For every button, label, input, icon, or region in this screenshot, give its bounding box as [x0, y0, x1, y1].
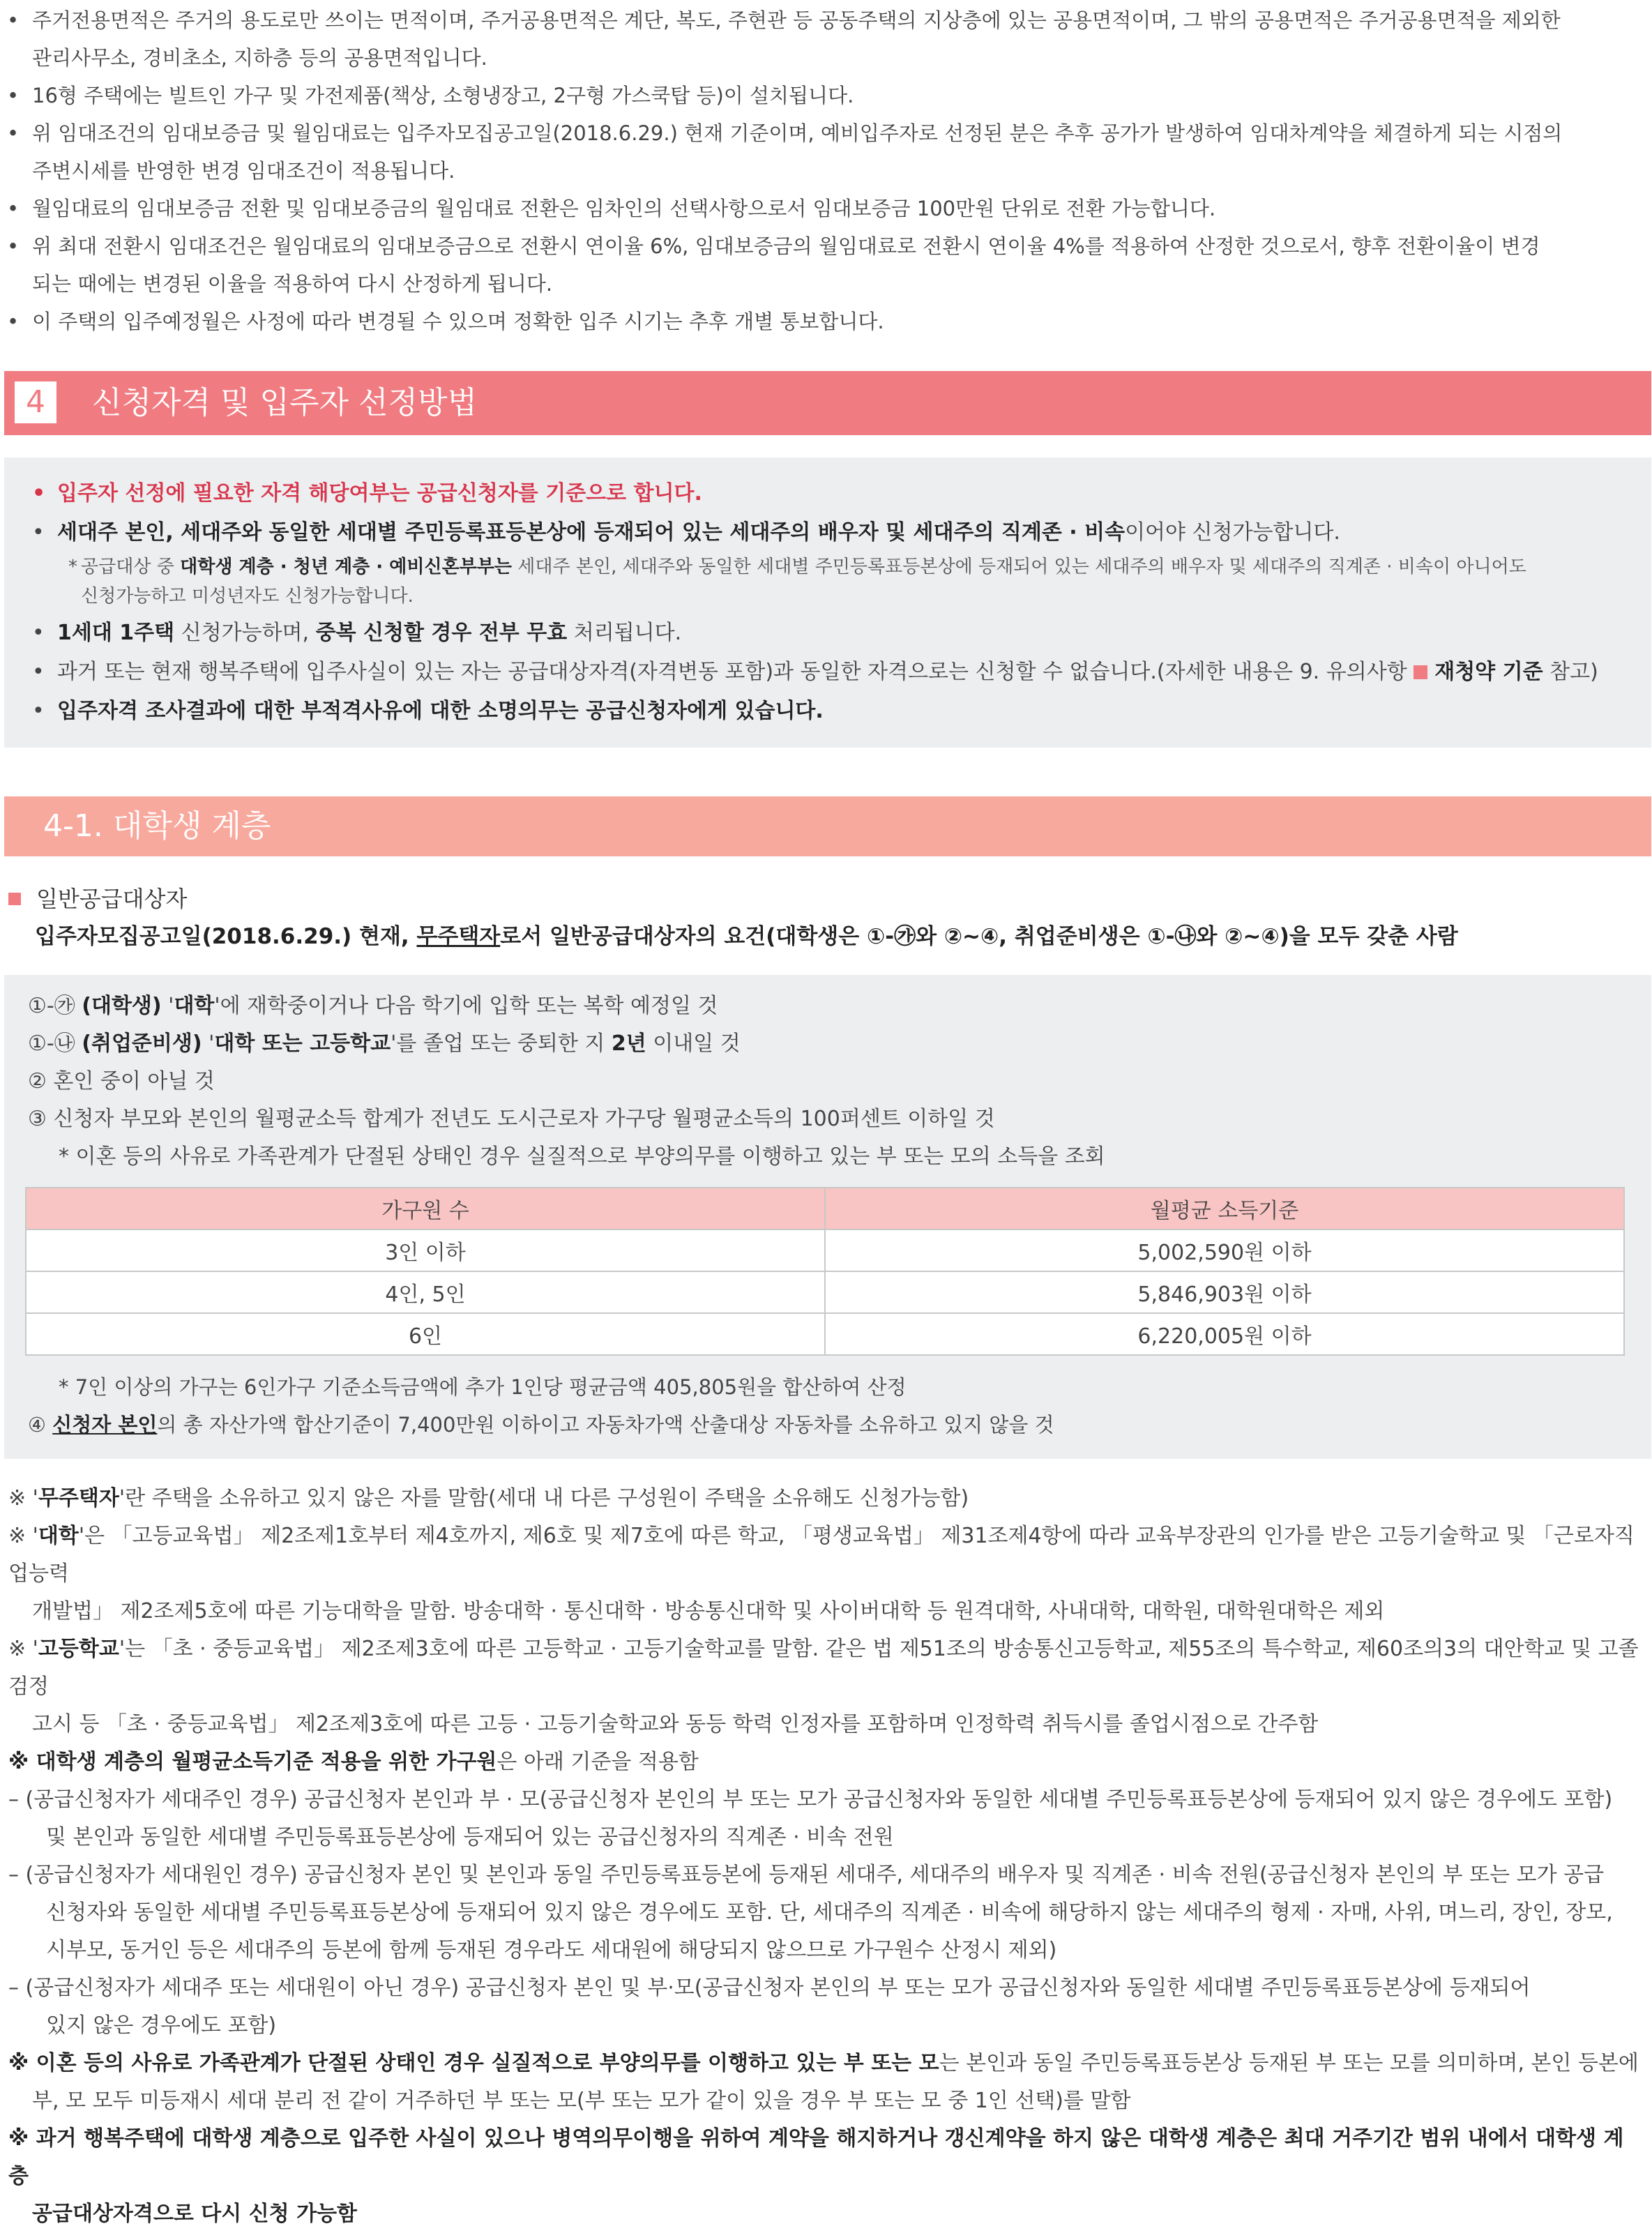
footnote-continuation: 개발법」 제2조제5호에 따른 기능대학을 말함. 방송대학 · 통신대학 · 방송통신대학 및 사이버대학 등 원격대학, 사내대학, 대학원, 대학원대학은 제외 — [32, 1599, 1385, 1623]
item-number: ①-㉯ — [28, 1031, 82, 1056]
footnote-text-bold: ※ 이혼 등의 사유로 가족관계가 단절된 상태인 경우 실질적으로 부양의무를 이행하고 있는 부 또는 모 — [8, 2051, 939, 2075]
eligibility-text: 이어야 신청가능합니다. — [1125, 520, 1340, 545]
requirement-note: * 7인 이상의 가구는 6인가구 기준소득금액에 추가 1인당 평균금액 405,805원을 합산하여 산정 — [59, 1375, 907, 1399]
table-cell: 6,220,005원 이하 — [825, 1313, 1624, 1355]
bullet-text: 16형 주택에는 빌트인 가구 및 가전제품(책상, 소형냉장고, 2구형 가스쿡탑 등)이 설치됩니다. — [32, 84, 854, 107]
section-title: 4-1. 대학생 계층 — [43, 808, 271, 844]
footnote-text: ※ ' — [8, 1637, 38, 1661]
bullet-text: 월임대료의 임대보증금 전환 및 임대보증금의 월임대료 전환은 임차인의 선택사항으로서 임대보증금 100만원 단위로 전환 가능합니다. — [32, 197, 1216, 220]
table-header: 월평균 소득기준 — [825, 1188, 1624, 1229]
eligibility-text-bold: 세대주 본인, 세대주와 동일한 세대별 주민등록표등본상에 등재되어 있는 세대주의 배우자 및 세대주의 직계존 · 비속 — [57, 520, 1126, 545]
item-number: ④ — [28, 1413, 53, 1437]
square-bullet-icon — [1414, 665, 1427, 679]
eligibility-text: 입주자 선정에 필요한 자격 해당여부는 공급신청자를 기준으로 합니다. — [57, 481, 702, 506]
footnote-text-bold: ※ 대학생 계층의 월평균소득기준 적용을 위한 가구원 — [8, 1750, 497, 1774]
footnote — [8, 1480, 1640, 1517]
table-cell: 5,002,590원 이하 — [825, 1229, 1624, 1271]
bullet-text: 관리사무소, 경비초소, 지하층 등의 공용면적입니다. — [32, 46, 487, 70]
footnote-continuation: 있지 않은 경우에도 포함) — [46, 2013, 277, 2038]
item-text: 의 총 자산가액 합산기준이 7,400만원 이하이고 자동차가액 산출대상 자동차를 소유하고 있지 않을 것 — [157, 1413, 1054, 1437]
requirement-item: ③ 신청자 부모와 본인의 월평균소득 합계가 전년도 도시근로자 가구당 월평균소득의 100퍼센트 이하일 것 — [28, 1107, 995, 1131]
footnote-continuation: 신청자와 동일한 세대별 주민등록표등본상에 등재되어 있지 않은 경우에도 포함. 단, 세대주의 직계존 · 비속에 해당하지 않는 세대주의 형제 · 자매, 사위, 며느리, 장인, 장모, — [46, 1900, 1613, 1925]
item-text-bold: 대학 또는 고등학교 — [214, 1031, 391, 1056]
requirement-text: 입주자모집공고일(2018.6.29.) 현재, — [35, 924, 417, 949]
general-supply-requirement — [8, 918, 1640, 955]
footnote-subitem: – (공급신청자가 세대주인 경우) 공급신청자 본인과 부 · 모(공급신청자 본인의 부 또는 모가 공급신청자와 동일한 세대별 주민등록표등본상에 등재되어 있지 않은 경우에도 포함) — [8, 1787, 1613, 1812]
footnote — [8, 1517, 1640, 1593]
bullet-item: • 위 최대 전환시 임대조건은 월임대료의 임대보증금으로 전환시 연이율 6%, 임대보증금의 월임대료로 전환시 연이율 4%를 적용하여 산정한 것으로서, 향후 전환이율이 변경 — [7, 234, 1540, 258]
item-text-bold: (취업준비생) — [82, 1031, 202, 1056]
eligibility-item: • 1세대 1주택 신청가능하며, 중복 신청할 경우 전부 무효 처리됩니다. — [32, 621, 682, 645]
table-header: 가구원 수 — [26, 1188, 825, 1229]
eligibility-note: * 공급대상 중 대학생 계층 · 청년 계층 · 예비신혼부부는 세대주 본인, 세대주와 동일한 세대별 주민등록표등본상에 등재되어 있는 세대주의 배우자 및 세대주의 직계존 · 비속이 아니어도 — [68, 557, 1526, 577]
bullet-text: 이 주택의 입주예정월은 사정에 따라 변경될 수 있으며 정확한 입주 시기는 추후 개별 통보합니다. — [32, 310, 884, 333]
top-bullet-list — [0, 1, 1652, 340]
table-row — [26, 1313, 1624, 1355]
eligibility-text-bold: 중복 신청할 경우 전부 무효 — [315, 621, 568, 645]
requirement-item — [28, 987, 1632, 1025]
item-text: 이내일 것 — [646, 1031, 741, 1056]
item-number: ①-㉮ — [28, 994, 82, 1018]
footnote — [8, 2045, 1640, 2082]
eligibility-item: • 입주자격 조사결과에 대한 부적격사유에 대한 소명의무는 공급신청자에게 있습니다. — [32, 699, 824, 723]
bullet-item: • 주거전용면적은 주거의 용도로만 쓰이는 면적이며, 주거공용면적은 계단, 복도, 주현관 등 공동주택의 지상층에 있는 공용면적이며, 그 밖의 공용면적은 주거공용면적을 제외한 — [7, 8, 1561, 32]
footnote: ※ 과거 행복주택에 대학생 계층으로 입주한 사실이 있으나 병역의무이행을 위하여 계약을 해지하거나 갱신계약을 하지 않은 대학생 계층은 최대 거주기간 범위 내에서 대학생 계층 — [8, 2126, 1624, 2188]
requirements-box-lower — [28, 1368, 1632, 1444]
note-text: 신청가능하고 미성년자도 신청가능합니다. — [81, 586, 414, 607]
table-row — [26, 1271, 1624, 1313]
footnotes — [8, 1480, 1640, 2233]
bullet-continuation — [0, 39, 1652, 77]
table-cell: 4인, 5인 — [26, 1271, 825, 1313]
section-number: 4 — [13, 379, 59, 425]
section-title: 신청자격 및 입주자 선정방법 — [92, 385, 478, 421]
requirement-text: 로서 일반공급대상자의 요건(대학생은 ①-㉮와 ②~④, 취업준비생은 ①-㉯와 ②~④)을 모두 갖춘 사람 — [500, 924, 1458, 949]
item-text: '에 재학중이거나 다음 학기에 입학 또는 복학 예정일 것 — [214, 994, 718, 1018]
footnote-continuation: 부, 모 모두 미등재시 세대 분리 전 같이 거주하던 부 또는 모(부 또는 모가 같이 있을 경우 부 또는 모 중 1인 선택)를 말함 — [32, 2089, 1131, 2113]
general-supply — [8, 880, 1640, 955]
footnote-continuation: 및 본인과 동일한 세대별 주민등록표등본상에 등재되어 있는 공급신청자의 직계존 · 비속 전원 — [46, 1825, 894, 1849]
section-4-1-header — [4, 796, 1651, 856]
requirement-item — [28, 1406, 1632, 1444]
bullet-item: • 월임대료의 임대보증금 전환 및 임대보증금의 월임대료 전환은 임차인의 선택사항으로서 임대보증금 100만원 단위로 전환 가능합니다. — [7, 197, 1216, 220]
footnote — [8, 1743, 1640, 1781]
footnote-continuation: 고시 등 「초 · 중등교육법」 제2조제3호에 따른 고등 · 고등기술학교와 동등 학력 인정자를 포함하며 인정학력 취득시를 졸업시점으로 간주함 — [32, 1712, 1319, 1736]
heading-text: 일반공급대상자 — [36, 886, 188, 912]
eligibility-text-bold: 재청약 기준 — [1434, 660, 1543, 684]
eligibility-text: 신청가능하며, — [174, 621, 316, 645]
bullet-item: • 16형 주택에는 빌트인 가구 및 가전제품(책상, 소형냉장고, 2구형 가스쿡탑 등)이 설치됩니다. — [7, 84, 854, 107]
item-text-bold: 2년 — [611, 1031, 646, 1056]
footnote-subitem: – (공급신청자가 세대원인 경우) 공급신청자 본인 및 본인과 동일 주민등록표등본에 등재된 세대주, 세대주의 배우자 및 직계존 · 비속 전원(공급신청자 본인의 부 또는 모가 공급 — [8, 1863, 1605, 1887]
bullet-text: 되는 때에는 변경된 이율을 적용하여 다시 산정하게 됩니다. — [32, 272, 553, 296]
bullet-continuation — [0, 152, 1652, 190]
item-text: '를 졸업 또는 중퇴한 지 — [391, 1031, 612, 1056]
eligibility-box — [4, 457, 1651, 748]
section-4-header — [4, 371, 1651, 435]
table-row — [26, 1229, 1624, 1271]
footnote-text-bold: 고등학교 — [38, 1637, 119, 1661]
footnote-text: ※ ' — [8, 1524, 38, 1548]
eligibility-text-bold: 1세대 1주택 — [57, 621, 175, 645]
table-cell: 3인 이하 — [26, 1229, 825, 1271]
eligibility-item: • 과거 또는 현재 행복주택에 입주사실이 있는 자는 공급대상자격(자격변동 포함)과 동일한 자격으로는 신청할 수 없습니다.(자세한 내용은 9. 유의사항 재청약 기준 참고) — [32, 660, 1598, 684]
requirement-item — [28, 1025, 1632, 1063]
footnote-text: 는 본인과 동일 주민등록표등본상 등재된 부 또는 모를 의미하며, 본인 등본에 — [939, 2051, 1639, 2075]
bullet-item: • 위 임대조건의 임대보증금 및 월임대료는 입주자모집공고일(2018.6.29.) 현재 기준이며, 예비입주자로 선정된 분은 추후 공가가 발생하여 임대차계약을 체결하게 되는 시점의 — [7, 121, 1563, 145]
note-text-bold: 대학생 계층 · 청년 계층 · 예비신혼부부는 — [180, 557, 513, 577]
requirement-text-underlined: 무주택자 — [416, 924, 501, 949]
footnote-continuation: 공급대상자격으로 다시 신청 가능함 — [32, 2202, 358, 2226]
eligibility-text: 과거 또는 현재 행복주택에 입주사실이 있는 자는 공급대상자격(자격변동 포함)과 동일한 자격으로는 신청할 수 없습니다.(자세한 내용은 9. 유의사항 — [57, 660, 1414, 684]
item-text-bold: (대학생) — [82, 994, 162, 1018]
requirement-note: * 이혼 등의 사유로 가족관계가 단절된 상태인 경우 실질적으로 부양의무를 이행하고 있는 부 또는 모의 소득을 조회 — [59, 1144, 1105, 1169]
footnote-text: '란 주택을 소유하고 있지 않은 자를 말함(세대 내 다른 구성원이 주택을 소유해도 신청가능함) — [119, 1486, 969, 1511]
bullet-text: 위 최대 전환시 임대조건은 월임대료의 임대보증금으로 전환시 연이율 6%, 임대보증금의 월임대료로 전환시 연이율 4%를 적용하여 산정한 것으로서, 향후 전환이율이 변경 — [32, 234, 1540, 258]
footnote-text: '는 「초 · 중등교육법」 제2조제3호에 따른 고등학교 · 고등기술학교를 말함. 같은 법 제51조의 방송통신고등학교, 제55조의 특수학교, 제60조의3의 대안학교 및 고졸검정 — [8, 1637, 1639, 1699]
eligibility-note-continuation — [25, 582, 1636, 611]
item-text-bold: 대학 — [174, 994, 215, 1018]
note-text: 세대주 본인, 세대주와 동일한 세대별 주민등록표등본상에 등재되어 있는 세대주의 배우자 및 세대주의 직계존 · 비속이 아니어도 — [512, 557, 1526, 577]
bullet-text: 주거전용면적은 주거의 용도로만 쓰이는 면적이며, 주거공용면적은 계단, 복도, 주현관 등 공동주택의 지상층에 있는 공용면적이며, 그 밖의 공용면적은 주거공용면적을 제외한 — [32, 8, 1561, 32]
note-text: 공급대상 중 — [81, 557, 181, 577]
item-text: ' — [202, 1031, 215, 1056]
footnote-text: 은 아래 기준을 적용함 — [497, 1750, 699, 1774]
table-cell: 5,846,903원 이하 — [825, 1271, 1624, 1313]
income-table — [25, 1187, 1625, 1356]
requirement-item: ② 혼인 중이 아닐 것 — [28, 1069, 215, 1093]
bullet-text: 위 임대조건의 임대보증금 및 월임대료는 입주자모집공고일(2018.6.29.) 현재 기준이며, 예비입주자로 선정된 분은 추후 공가가 발생하여 임대차계약을 체결하게 되는 시점의 — [32, 121, 1563, 145]
eligibility-text: 참고) — [1543, 660, 1598, 684]
square-bullet-icon — [8, 893, 21, 905]
general-supply-heading — [8, 880, 1640, 918]
item-text-bold: 신청자 본인 — [52, 1413, 158, 1437]
eligibility-text-bold: 입주자격 조사결과에 대한 부적격사유에 대한 소명의무는 공급신청자에게 있습니다. — [57, 699, 824, 723]
eligibility-text: 처리됩니다. — [567, 621, 682, 645]
table-header-row — [26, 1188, 1624, 1229]
bullet-continuation — [0, 265, 1652, 303]
footnote-text: ※ ' — [8, 1486, 38, 1511]
footnote-text: '은 「고등교육법」 제2조제1호부터 제4호까지, 제6호 및 제7호에 따른 학교, 「평생교육법」 제31조제4항에 따라 교육부장관의 인가를 받은 고등기술학교 및 「근로자직업능력 — [8, 1524, 1635, 1586]
footnote-subitem: – (공급신청자가 세대주 또는 세대원이 아닌 경우) 공급신청자 본인 및 부·모(공급신청자 본인의 부 또는 모가 공급신청자와 동일한 세대별 주민등록표등본상에 등재되어 — [8, 1976, 1531, 2000]
footnote-text-bold: 무주택자 — [38, 1486, 119, 1511]
table-cell: 6인 — [26, 1313, 825, 1355]
bullet-item: • 이 주택의 입주예정월은 사정에 따라 변경될 수 있으며 정확한 입주 시기는 추후 개별 통보합니다. — [7, 310, 884, 333]
footnote-continuation: 시부모, 동거인 등은 세대주의 등본에 함께 등재된 경우라도 세대원에 해당되지 않으므로 가구원수 산정시 제외) — [46, 1938, 1057, 1962]
bullet-text: 주변시세를 반영한 변경 임대조건이 적용됩니다. — [32, 159, 455, 183]
footnote — [8, 1630, 1640, 1706]
eligibility-item: • 세대주 본인, 세대주와 동일한 세대별 주민등록표등본상에 등재되어 있는 세대주의 배우자 및 세대주의 직계존 · 비속이어야 신청가능합니다. — [32, 520, 1340, 545]
eligibility-item: • 입주자 선정에 필요한 자격 해당여부는 공급신청자를 기준으로 합니다. — [32, 481, 702, 506]
item-text: ' — [161, 994, 174, 1018]
footnote-text-bold: 대학 — [38, 1524, 79, 1548]
